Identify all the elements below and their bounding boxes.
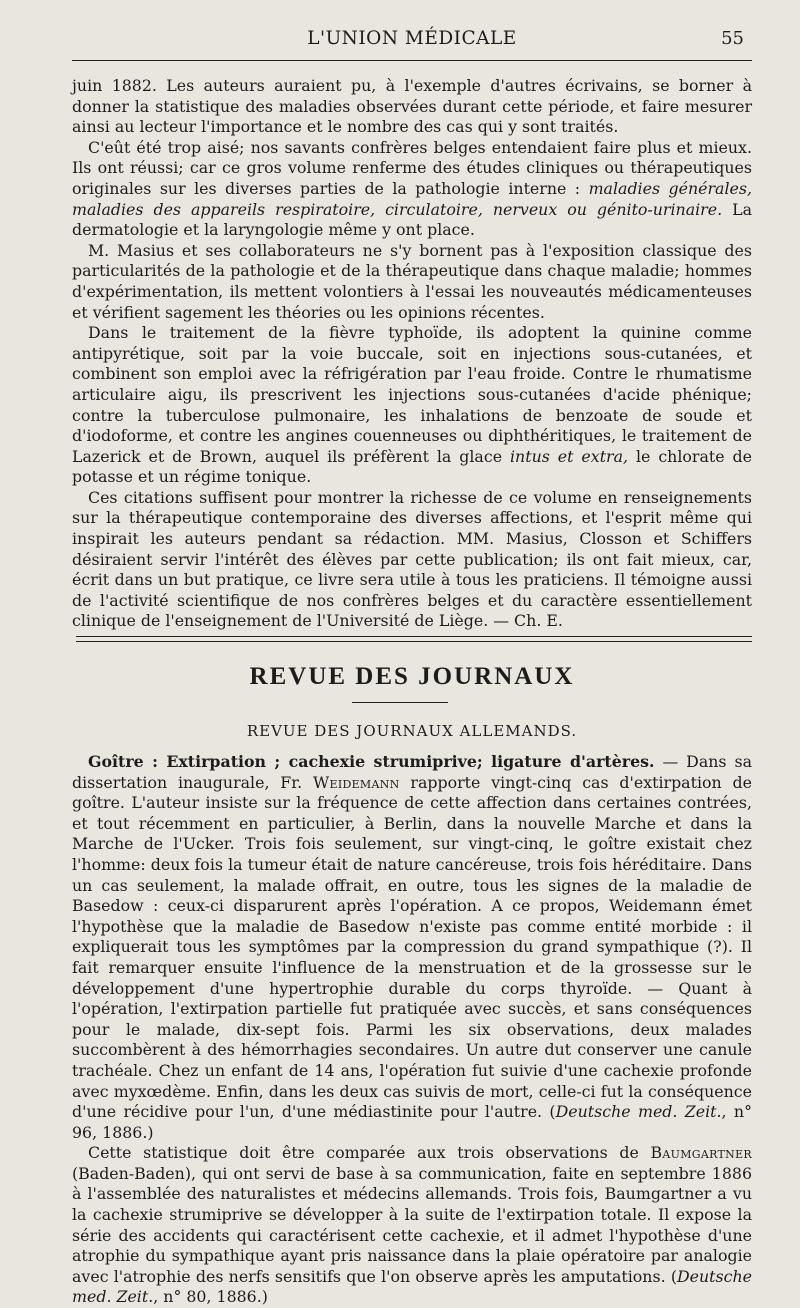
review-paragraph-2 [72,138,752,241]
article-paragraph-1-text-c: , n° 96, 1886.) [72,1102,752,1142]
review-paragraph-5: Ces citations suffisent pour montrer la richesse de ce volume en renseignements sur la thérapeutique contemporaine des diverses affections, et l'esprit même qui inspirait les auteurs pendant sa rédaction. MM. Masius, Closson et Schiffers désiraient servir l'intérêt des élèves par cette publication; ils ont fait mieux, car, écrit dans un but pratique, ce livre sera utile à tous les praticiens. Il témoigne aussi de l'activité scientifique de nos confrères belges et du caractère essentiellement clinique de l'enseignement de l'Université de Liège. — Ch. E. [72,487,752,631]
page-number: 55 [721,28,744,49]
section-title: REVUE DES JOURNAUX [249,663,575,690]
review-paragraph-4 [72,323,752,488]
article-citation-1: Deutsche med. Zeit. [555,1102,722,1122]
book-review [72,76,752,632]
article-paragraph-2 [72,1143,752,1308]
review-paragraph-2-italic: maladies générales, maladies des appareils respiratoire, circulatoire, nerveux ou génito-urinaire. [72,178,752,219]
article-paragraph-1 [72,752,752,1143]
section-title-underline [352,702,448,703]
review-paragraph-3: M. Masius et ses collaborateurs ne s'y bornent pas à l'exposition classique des particularités de la pathologie et de la thérapeutique dans chaque maladie; hommes d'expérimentation, ils mettent volontiers à l'essai les nouveautés médicamenteuses et vérifient sagement les théories ou les opinions récentes. [72,240,752,322]
article-author-baumgartner: Baumgartner [650,1143,752,1163]
section-rule-bottom [76,641,752,642]
review-paragraph-4-italic: intus et extra, [510,446,629,466]
subsection-title: REVUE DES JOURNAUX ALLEMANDS. [246,722,578,740]
review-paragraph-4-text-b: le chlorate de potasse et un régime tonique. [72,446,752,487]
review-paragraph-2-text-a: C'eût été trop aisé; nos savants confrères belges entendaient faire plus et mieux. Ils ont réussi; car ce gros volume renferme des études cliniques ou thérapeutiques originales sur les diverses parties de la pathologie interne : [72,137,752,198]
header-rule [72,60,752,61]
journal-article [72,752,752,1308]
section-rule-top [76,636,752,637]
running-head [72,26,752,56]
review-paragraph-2-text-b: La dermatologie et la laryngologie même y ont place. [72,199,752,240]
running-title: L'UNION MÉDICALE [307,28,517,49]
article-citation-2: Deutsche med. Zeit. [72,1266,752,1307]
review-paragraph-4-text-a: Dans le traitement de la fièvre typhoïde, ils adoptent la quinine comme antipyrétique, soit par la voie buccale, soit en injections sous-cutanées, et combinent son emploi avec la réfrigération par l'eau froide. Contre le rhumatisme articulaire aigu, ils prescrivent les injections sous-cutanées d'acide phénique; contre la tuberculose pulmonaire, les inhalations de benzoate de soude et d'iodoforme, et contre les angines couenneuses ou diphthéritiques, le traitement de Lazerick et de Brown, auquel ils préfèrent la glace [72,323,752,466]
article-paragraph-1-text-a: — Dans sa dissertation inaugurale, Fr. [72,752,752,792]
article-paragraph-2-text-c: , n° 80, 1886.) [153,1287,268,1307]
article-paragraph-2-text-a: Cette statistique doit être comparée aux trois observations de [88,1143,651,1163]
article-author-weidemann: Weidemann [312,772,400,792]
article-heading: Goître : Extirpation ; cachexie strumiprive; ligature d'artères. [88,752,655,771]
article-paragraph-2-text-b: (Baden-Baden), qui ont servi de base à sa communication, faite en septembre 1886 à l'assemblée des naturalistes et médecins allemands. Trois fois, Baumgartner a vu la cachexie strumiprive se développer à la suite de l'extirpation totale. Il expose la série des accidents qui caractérisent cette cachexie, et il admet l'hypothèse d'une atrophie du sympathique ayant pris naissance dans la plaie opératoire par analogie avec l'atrophie des nerfs sensitifs que l'on observe après les amputations. ( [72,1163,752,1286]
article-paragraph-1-text-b: rapporte vingt-cinq cas d'extirpation de goître. L'auteur insiste sur la fréquence de cette affection dans certaines contrées, et tout récemment en particulier, à Berlin, dans la nouvelle Marche et dans la Marche de l'Ucker. Trois fois seulement, sur vingt-cinq, le goître existait chez l'homme: deux fois la tumeur était de nature cancéreuse, trois fois héréditaire. Dans un cas seulement, la malade offrait, en outre, tous les signes de la maladie de Basedow : ceux-ci disparurent après l'opération. A ce propos, Weidemann émet l'hypothèse que la maladie de Basedow n'existe pas comme entité morbide : il expliquerait tous les symptômes par la compression du grand sympathique (?). Il fait remarquer ensuite l'influence de la menstruation et de la grossesse sur le développement d'une hypertrophie durable du corps thyroïde. — Quant à l'opération, l'extirpation partielle fut pratiquée avec succès, et sans conséquences pour le malade, dix-sept fois. Parmi les six observations, deux malades succombèrent à des hémorrhagies secondaires. Un autre dut conserver une canule trachéale. Chez un enfant de 14 ans, l'opération fut suivie d'une cachexie profonde avec myxœdème. Enfin, dans les deux cas suivis de mort, celle-ci fut la conséquence d'une récidive pour l'un, d'une médiastinite pour l'autre. ( [72,772,752,1122]
review-paragraph-1: juin 1882. Les auteurs auraient pu, à l'exemple d'autres écrivains, se borner à donner la statistique des maladies observées durant cette période, et faire mesurer ainsi au lecteur l'importance et le nombre des cas qui y sont traités. [72,76,752,137]
